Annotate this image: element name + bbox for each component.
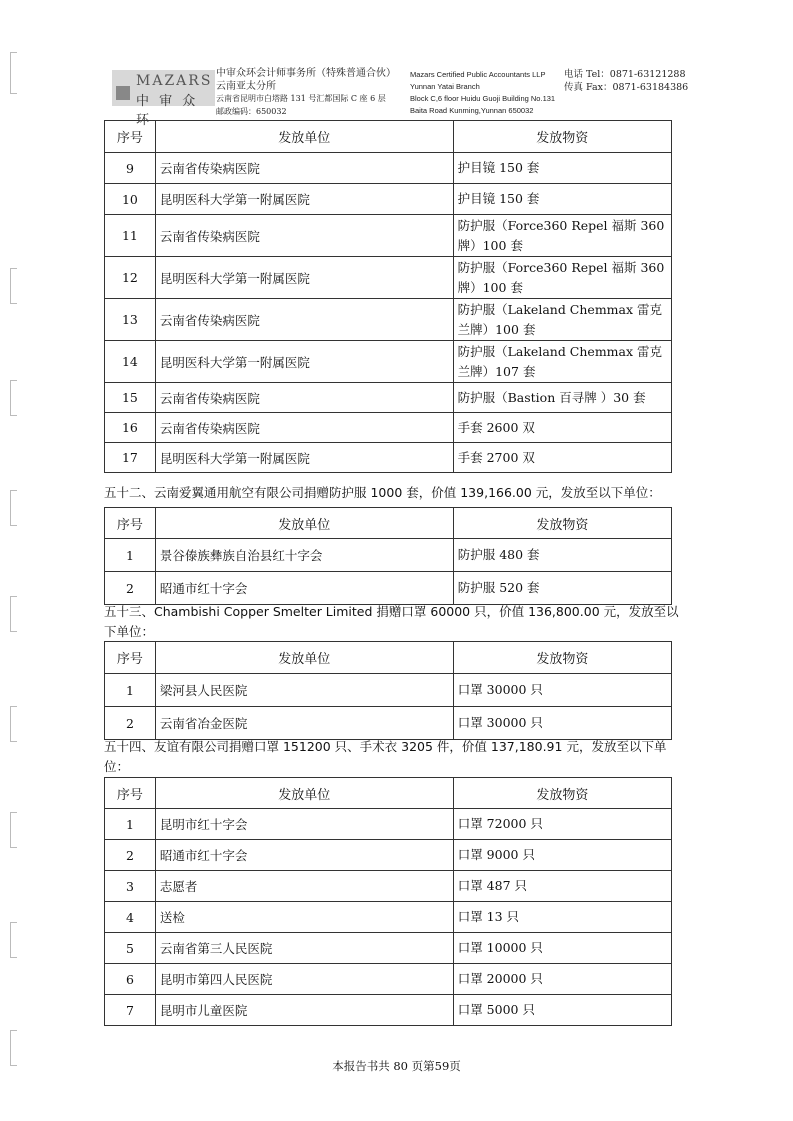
donated-items: 防护服 480 套 [453,539,671,572]
table-row [105,933,672,964]
table-row [105,572,672,605]
donated-items: 防护服（Force360 Repel 福斯 360 牌）100 套 [453,215,671,257]
row-number: 1 [105,809,156,840]
row-number: 2 [105,572,156,605]
postcode-cn: 邮政编码：650032 [216,106,287,116]
col-header-items: 发放物资 [453,508,671,539]
firm-logo [112,70,215,128]
row-number: 7 [105,995,156,1026]
row-number: 10 [105,184,156,215]
table-row [105,674,672,707]
recipient-unit: 云南省冶金医院 [155,707,453,740]
table-header-row [105,508,672,539]
col-header-unit: 发放单位 [155,642,453,674]
donated-items: 口罩 9000 只 [453,840,671,871]
table-row [105,995,672,1026]
table-row [105,964,672,995]
recipient-unit: 昆明医科大学第一附属医院 [155,443,453,473]
table-row [105,257,672,299]
donated-items: 防护服（Lakeland Chemmax 雷克兰牌）107 套 [453,341,671,383]
col-header-items: 发放物资 [453,642,671,674]
table-row [105,299,672,341]
table-header-row [105,121,672,153]
firm-name-cn: 中审众环会计师事务所（特殊普通合伙） [216,68,396,79]
row-number: 1 [105,539,156,572]
address-en-line1: Block C,6 floor Huidu Guoji Building No.131 [410,94,556,103]
table-row [105,707,672,740]
table-header-row [105,642,672,674]
table-header-row [105,778,672,809]
section-52-heading: 五十二、云南爱翼通用航空有限公司捐赠防护服 1000 套，价值 139,166.00 元，发放至以下单位： [104,485,661,500]
binder-mark [10,380,17,416]
row-number: 5 [105,933,156,964]
recipient-unit: 云南省传染病医院 [155,299,453,341]
table-row [105,443,672,473]
firm-info-english [410,69,555,117]
recipient-unit: 昭通市红十字会 [155,840,453,871]
branch-name-en: Yunnan Yatai Branch [410,82,480,91]
telephone: 电话 Tel：0871-63121288 [564,69,686,80]
recipient-unit: 昆明医科大学第一附属医院 [155,341,453,383]
row-number: 6 [105,964,156,995]
fax: 传真 Fax：0871-63184386 [564,82,689,93]
row-number: 15 [105,383,156,413]
binder-mark [10,596,17,632]
col-header-items: 发放物资 [453,121,671,153]
row-number: 2 [105,707,156,740]
col-header-no: 序号 [105,508,156,539]
logo-chinese: 中 审 众 环 [136,94,199,128]
branch-name-cn: 云南亚太分所 [216,80,276,92]
address-cn: 云南省昆明市白塔路 131 号汇都国际 C 座 6 层 [216,94,386,103]
donated-items: 防护服（Lakeland Chemmax 雷克兰牌）100 套 [453,299,671,341]
row-number: 2 [105,840,156,871]
firm-name-en: Mazars Certified Public Accountants LLP [410,70,546,79]
address-en-line2: Baita Road Kunming,Yunnan 650032 [410,106,534,115]
donation-table-continued [104,120,672,473]
table-row [105,902,672,933]
donated-items: 手套 2600 双 [453,413,671,443]
donated-items: 护目镜 150 套 [453,153,671,184]
recipient-unit: 景谷傣族彝族自治县红十字会 [155,539,453,572]
table-row [105,809,672,840]
row-number: 17 [105,443,156,473]
recipient-unit: 昆明市红十字会 [155,809,453,840]
col-header-unit: 发放单位 [155,778,453,809]
donated-items: 防护服 520 套 [453,572,671,605]
donation-table-52 [104,507,672,605]
table-row [105,215,672,257]
recipient-unit: 云南省传染病医院 [155,215,453,257]
binder-mark [10,490,17,526]
donated-items: 口罩 10000 只 [453,933,671,964]
row-number: 13 [105,299,156,341]
donation-table-53 [104,641,672,740]
recipient-unit: 送检 [155,902,453,933]
col-header-unit: 发放单位 [155,508,453,539]
donated-items: 防护服（Bastion 百寻牌 ）30 套 [453,383,671,413]
donated-items: 口罩 20000 只 [453,964,671,995]
donated-items: 口罩 30000 只 [453,707,671,740]
donated-items: 口罩 487 只 [453,871,671,902]
col-header-items: 发放物资 [453,778,671,809]
recipient-unit: 昆明医科大学第一附属医院 [155,257,453,299]
donated-items: 口罩 5000 只 [453,995,671,1026]
recipient-unit: 云南省传染病医院 [155,383,453,413]
donated-items: 口罩 30000 只 [453,674,671,707]
table-row [105,413,672,443]
donation-table-54 [104,777,672,1026]
table-row [105,383,672,413]
recipient-unit: 云南省传染病医院 [155,153,453,184]
table-row [105,341,672,383]
section-53-heading: 五十三、Chambishi Copper Smelter Limited 捐赠口罩 60000 只，价值 136,800.00 元，发放至以下单位： [104,604,679,639]
donated-items: 护目镜 150 套 [453,184,671,215]
section-54-heading: 五十四、友谊有限公司捐赠口罩 151200 只、手术衣 3205 件，价值 137,180.91 元，发放至以下单位： [104,739,667,774]
row-number: 1 [105,674,156,707]
recipient-unit: 志愿者 [155,871,453,902]
table-row [105,184,672,215]
binder-mark [10,812,17,848]
table-row [105,840,672,871]
letterhead [112,64,689,128]
col-header-no: 序号 [105,121,156,153]
logo-mark-icon [116,86,130,100]
row-number: 16 [105,413,156,443]
binder-mark [10,706,17,742]
recipient-unit: 昆明市第四人民医院 [155,964,453,995]
recipient-unit: 昭通市红十字会 [155,572,453,605]
table-row [105,871,672,902]
row-number: 9 [105,153,156,184]
col-header-no: 序号 [105,642,156,674]
recipient-unit: 昆明市儿童医院 [155,995,453,1026]
page-footer: 本报告书共 80 页第59页 [332,1059,461,1073]
row-number: 4 [105,902,156,933]
binder-mark [10,52,17,94]
table-row [105,153,672,184]
recipient-unit: 云南省第三人民医院 [155,933,453,964]
col-header-no: 序号 [105,778,156,809]
row-number: 12 [105,257,156,299]
row-number: 11 [105,215,156,257]
contact-info [564,68,688,94]
binder-mark [10,268,17,304]
row-number: 3 [105,871,156,902]
donated-items: 手套 2700 双 [453,443,671,473]
row-number: 14 [105,341,156,383]
recipient-unit: 梁河县人民医院 [155,674,453,707]
firm-info-chinese [216,68,396,118]
donated-items: 防护服（Force360 Repel 福斯 360 牌）100 套 [453,257,671,299]
recipient-unit: 云南省传染病医院 [155,413,453,443]
table-row [105,539,672,572]
binder-mark [10,922,17,958]
logo-word: MAZARS [136,73,213,89]
donated-items: 口罩 72000 只 [453,809,671,840]
donated-items: 口罩 13 只 [453,902,671,933]
recipient-unit: 昆明医科大学第一附属医院 [155,184,453,215]
col-header-unit: 发放单位 [155,121,453,153]
